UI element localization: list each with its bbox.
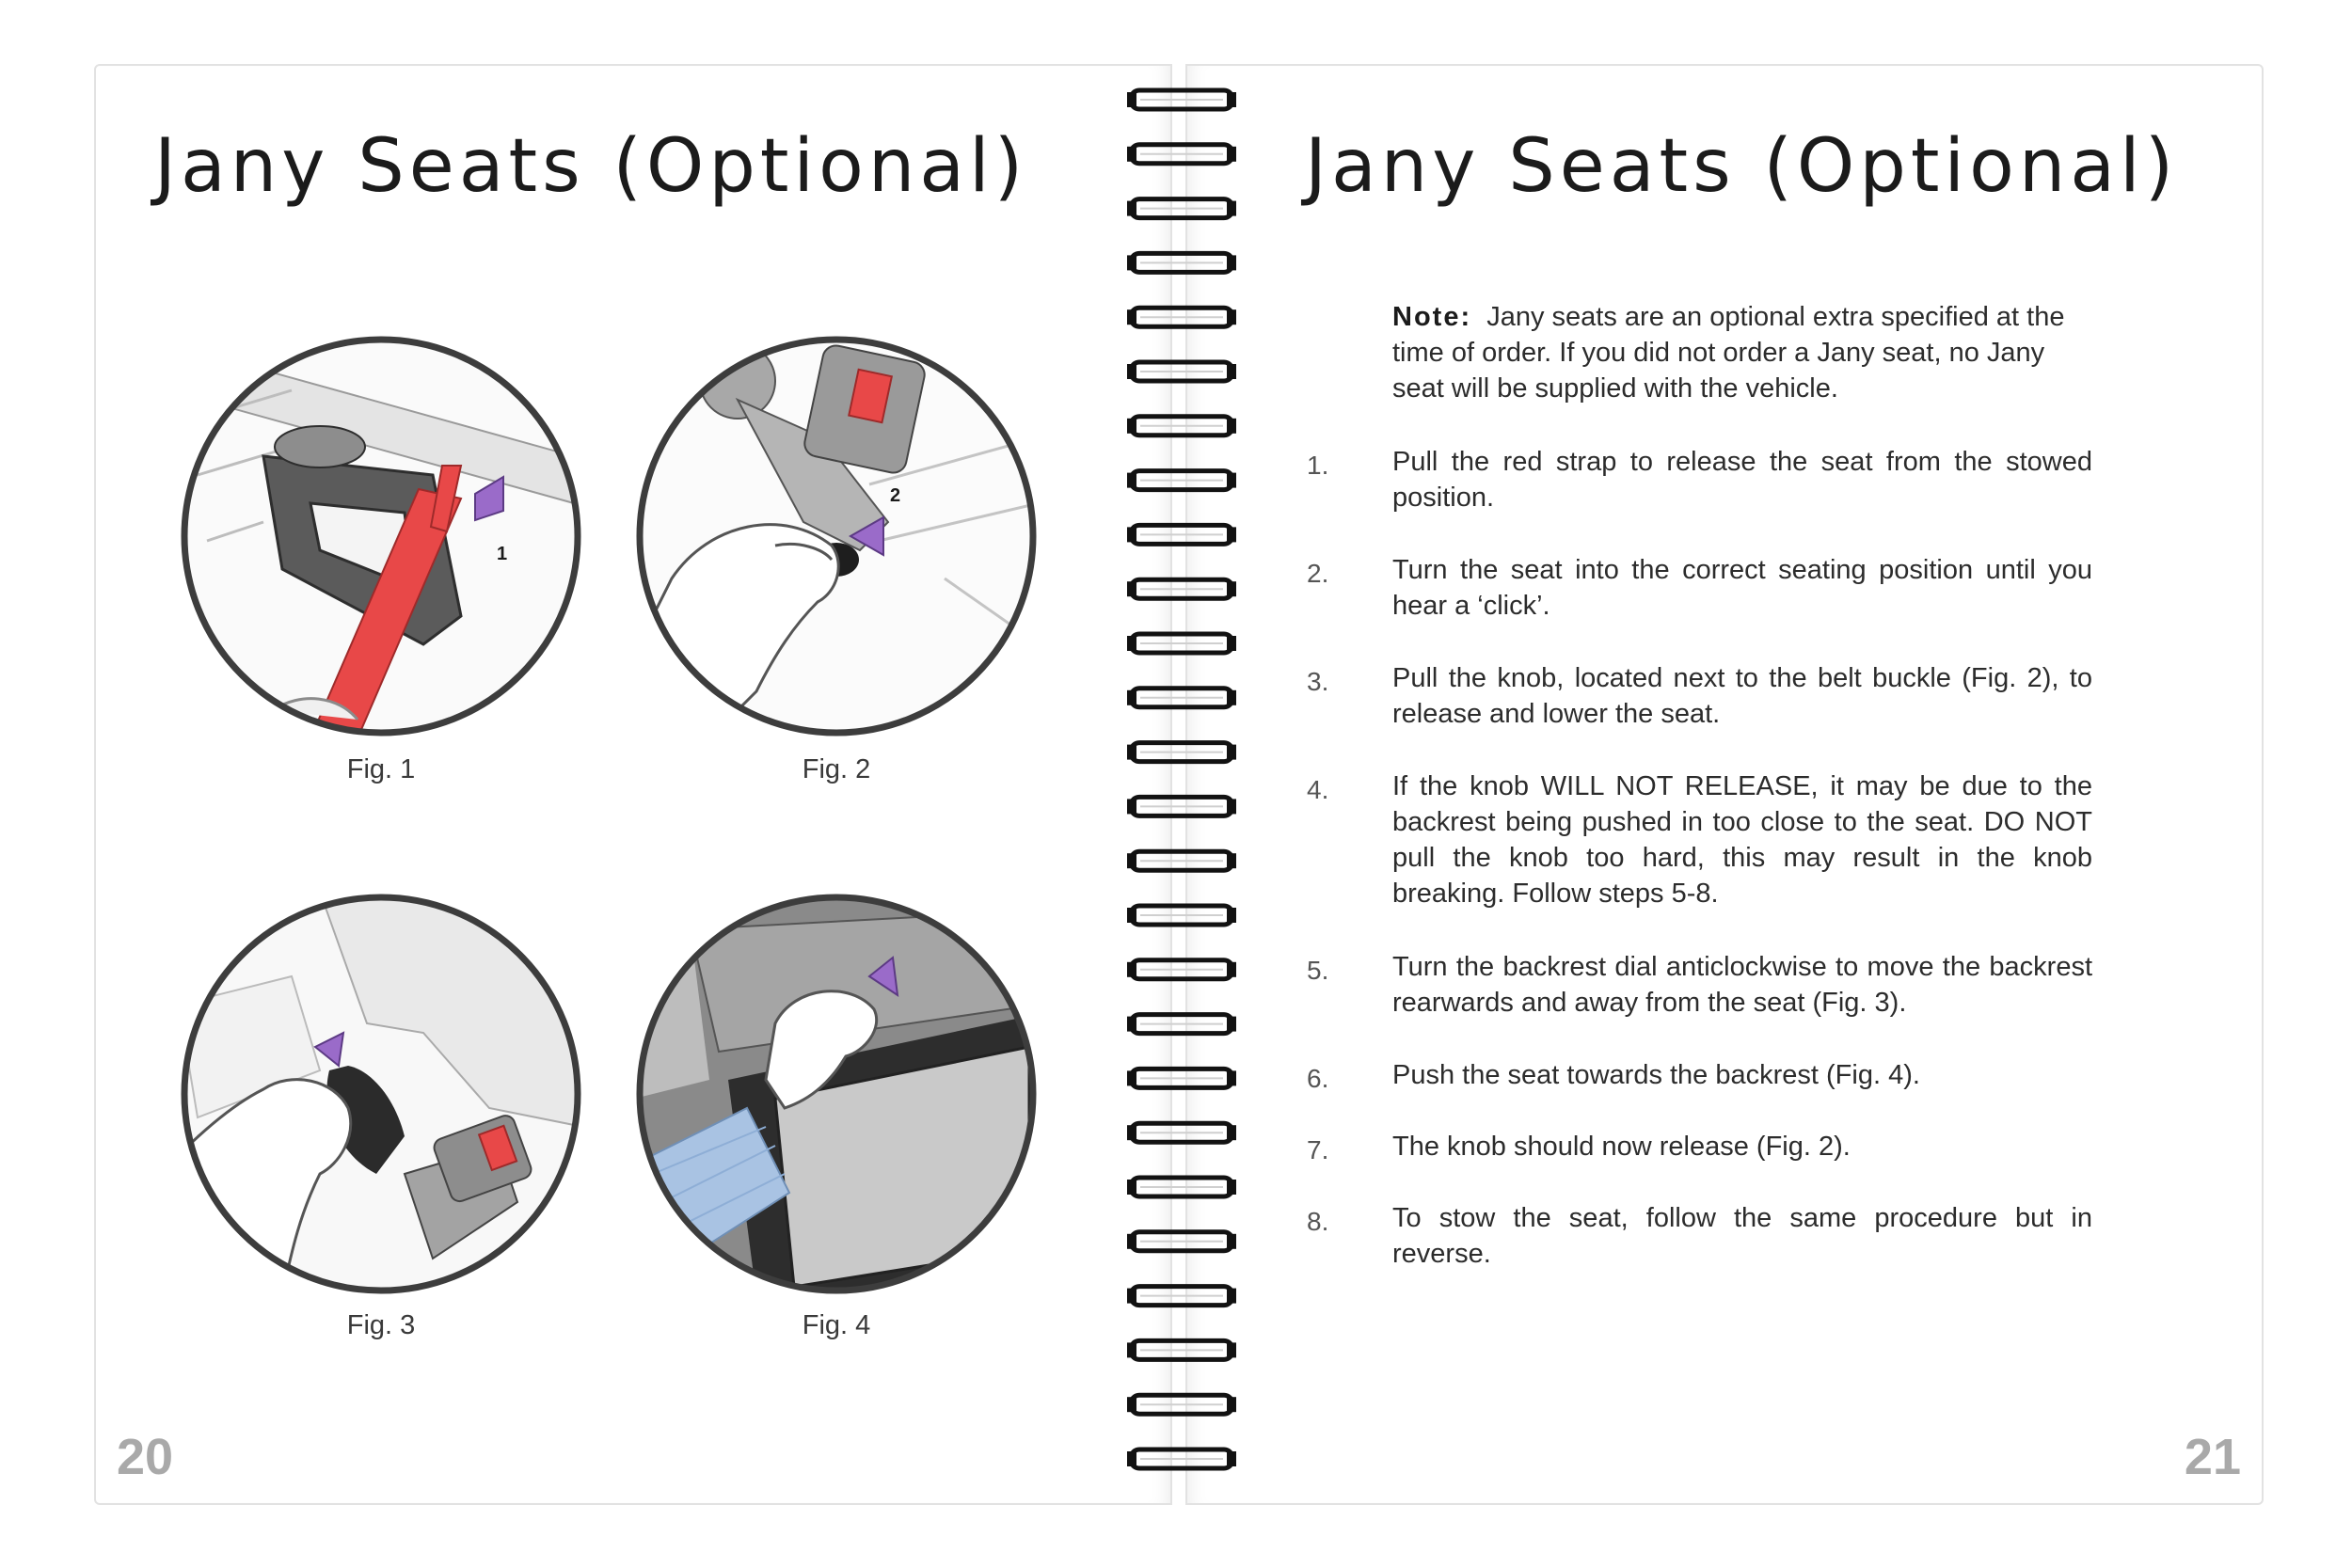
step-text: Turn the backrest dial anticlockwise to move the backrest rearwards and away from the seat (Fig. 3). [1392, 952, 2092, 1018]
spiral-coil [1127, 851, 1236, 870]
step-number: 4. [1307, 775, 1329, 804]
step-number: 3. [1307, 667, 1329, 696]
spiral-coil [1127, 1178, 1236, 1196]
note-paragraph [1392, 299, 2092, 406]
spiral-coil [1127, 1069, 1236, 1087]
spiral-coil [1127, 1232, 1236, 1251]
spiral-coil [1127, 308, 1236, 326]
figure-1-callout: 1 [497, 544, 508, 564]
right-page [1185, 64, 2264, 1505]
right-page-title: Jany Seats (Optional) [1305, 124, 2179, 209]
spiral-coil [1127, 1340, 1236, 1359]
spiral-coil [1127, 1287, 1236, 1306]
spiral-coil [1127, 1015, 1236, 1034]
step-text: If the knob WILL NOT RELEASE, it may be due to the backrest being pushed in too close to the seat. DO NOT pull the knob too hard, this may result in the knob breaking. Follow steps 5-8. [1392, 771, 2092, 909]
note-label: Note: [1392, 302, 1472, 332]
figure-3-caption: Fig. 3 [346, 1310, 416, 1340]
figure-4-illustration [634, 892, 1039, 1296]
figure-1-caption: Fig. 1 [346, 754, 416, 784]
step-number: 8. [1307, 1207, 1329, 1236]
figure-2-caption: Fig. 2 [802, 754, 871, 784]
step-text: Push the seat towards the backrest (Fig. 4). [1392, 1060, 1920, 1090]
step-number: 2. [1307, 559, 1329, 588]
figure-2-callout: 2 [890, 485, 901, 506]
spiral-coil [1127, 689, 1236, 707]
spiral-coil [1127, 145, 1236, 164]
spiral-coil [1127, 253, 1236, 272]
step-number: 6. [1307, 1064, 1329, 1093]
spiral-coil [1127, 1449, 1236, 1468]
figure-4-caption: Fig. 4 [802, 1310, 871, 1340]
step-text: Pull the red strap to release the seat from the stowed position. [1392, 447, 2092, 513]
spiral-coil [1127, 743, 1236, 762]
figure-1-illustration [179, 334, 583, 738]
page-number-right: 21 [2184, 1429, 2241, 1485]
page-number-left: 20 [117, 1429, 174, 1485]
step-text: Turn the seat into the correct seating position until you hear a ‘click’. [1392, 555, 2092, 621]
spiral-coil [1127, 471, 1236, 490]
step-number: 5. [1307, 956, 1329, 985]
note-text: Jany seats are an optional extra specified at the time of order. If you did not order a Jany seat, no Jany seat will be supplied with the vehicle. [1392, 302, 2065, 404]
spiral-coil [1127, 1123, 1236, 1142]
step-text: To stow the seat, follow the same procedure but in reverse. [1392, 1203, 2092, 1269]
figure-3 [179, 892, 583, 1296]
left-page [94, 64, 1172, 1505]
spiral-coil [1127, 417, 1236, 436]
spiral-coil [1127, 579, 1236, 598]
step-number: 1. [1307, 451, 1329, 480]
spiral-coil [1127, 1395, 1236, 1414]
spiral-coil [1127, 960, 1236, 979]
spiral-coil [1127, 797, 1236, 816]
spiral-coil [1127, 199, 1236, 218]
spiral-coil [1127, 90, 1236, 109]
spiral-coil [1127, 906, 1236, 925]
step-number: 7. [1307, 1135, 1329, 1164]
figure-1 [179, 334, 583, 738]
figure-4 [634, 892, 1039, 1296]
spiral-coil [1127, 525, 1236, 544]
step-text: The knob should now release (Fig. 2). [1392, 1132, 1851, 1162]
spiral-binding [1125, 83, 1238, 1503]
left-page-title: Jany Seats (Optional) [154, 124, 1028, 209]
spiral-coil [1127, 634, 1236, 653]
spiral-coil [1127, 362, 1236, 381]
step-text: Pull the knob, located next to the belt buckle (Fig. 2), to release and lower the seat. [1392, 663, 2092, 729]
figure-3-illustration [179, 892, 583, 1296]
figure-2 [634, 334, 1039, 738]
figure-2-illustration [634, 334, 1039, 738]
